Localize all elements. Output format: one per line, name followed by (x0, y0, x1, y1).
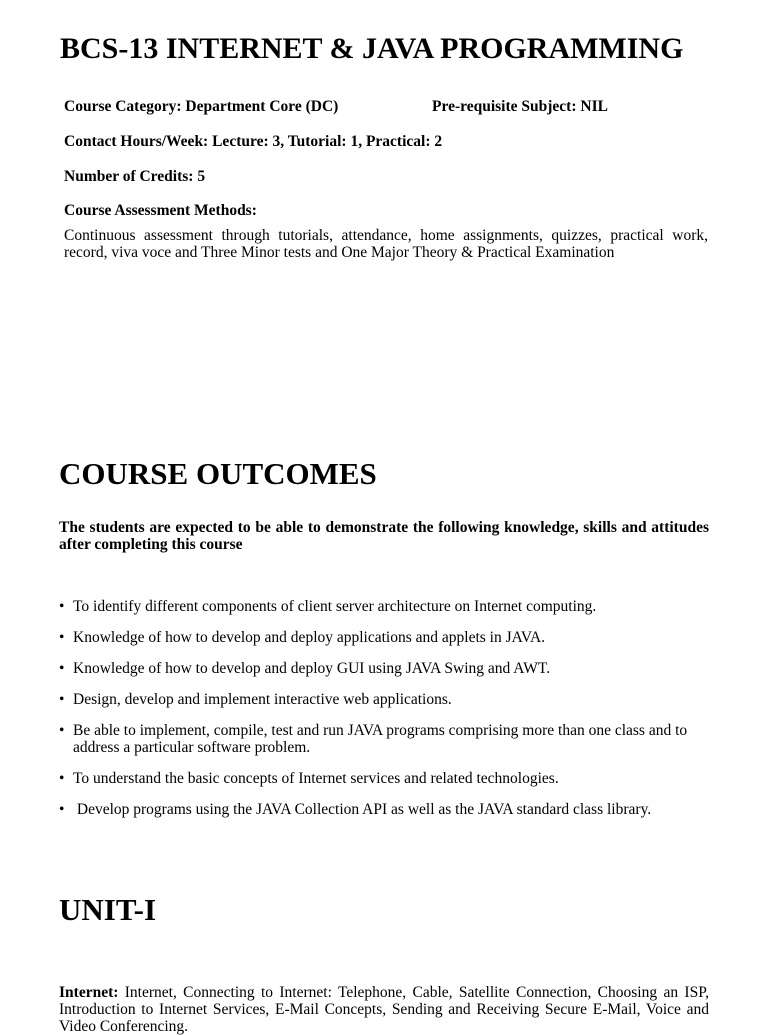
outcome-text: Be able to implement, compile, test and run JAVA programs comprising more than one class and to address a particular software problem. (73, 722, 688, 756)
outcome-text: To understand the basic concepts of Internet services and related technologies. (73, 770, 559, 787)
unit-1-heading: UNIT-I (59, 892, 157, 927)
course-outcomes-heading: COURSE OUTCOMES (59, 456, 377, 491)
outcome-item (59, 770, 711, 787)
outcome-text: Knowledge of how to develop and deploy applications and applets in JAVA. (73, 629, 546, 646)
unit-1-paragraph (59, 984, 709, 1035)
bullet-icon: • (59, 598, 65, 615)
unit-1-text: Internet, Connecting to Internet: Telephone, Cable, Satellite Connection, Choosing an ISP, Introduction to Internet Services, E-Mail Concepts, Sending and Receiving Secure E-Mail, Voice and Video Conferencing. (59, 984, 709, 1035)
course-title: BCS-13 INTERNET & JAVA PROGRAMMING (60, 32, 684, 65)
outcome-item (59, 801, 711, 818)
bullet-icon: • (59, 770, 65, 787)
outcome-item (59, 598, 711, 615)
course-category: Course Category: Department Core (DC) (64, 98, 339, 115)
bullet-icon: • (59, 722, 65, 739)
bullet-icon: • (59, 629, 65, 646)
bullet-icon: • (59, 801, 65, 818)
assessment-heading: Course Assessment Methods: (64, 202, 257, 219)
number-of-credits: Number of Credits: 5 (64, 168, 206, 185)
bullet-icon: • (59, 660, 65, 677)
outcome-item (59, 660, 711, 677)
outcome-text: Develop programs using the JAVA Collection API as well as the JAVA standard class library. (73, 801, 652, 818)
outcome-item (59, 691, 711, 708)
contact-hours: Contact Hours/Week: Lecture: 3, Tutorial: 1, Practical: 2 (64, 133, 443, 150)
assessment-text: Continuous assessment through tutorials, attendance, home assignments, quizzes, practical work, record, viva voce and Three Minor tests and One Major Theory & Practical Examination (64, 227, 708, 261)
outcome-text: To identify different components of client server architecture on Internet computing. (73, 598, 597, 615)
outcome-item (59, 722, 711, 756)
outcome-text: Knowledge of how to develop and deploy GUI using JAVA Swing and AWT. (73, 660, 551, 677)
prerequisite-subject: Pre-requisite Subject: NIL (432, 98, 608, 115)
outcomes-intro: The students are expected to be able to demonstrate the following knowledge, skills and attitudes after completing this course (59, 519, 709, 553)
bullet-icon: • (59, 691, 65, 708)
outcome-text: Design, develop and implement interactive web applications. (73, 691, 452, 708)
outcomes-list (59, 598, 711, 832)
outcome-item (59, 629, 711, 646)
unit-1-lead: Internet: (59, 984, 119, 1001)
